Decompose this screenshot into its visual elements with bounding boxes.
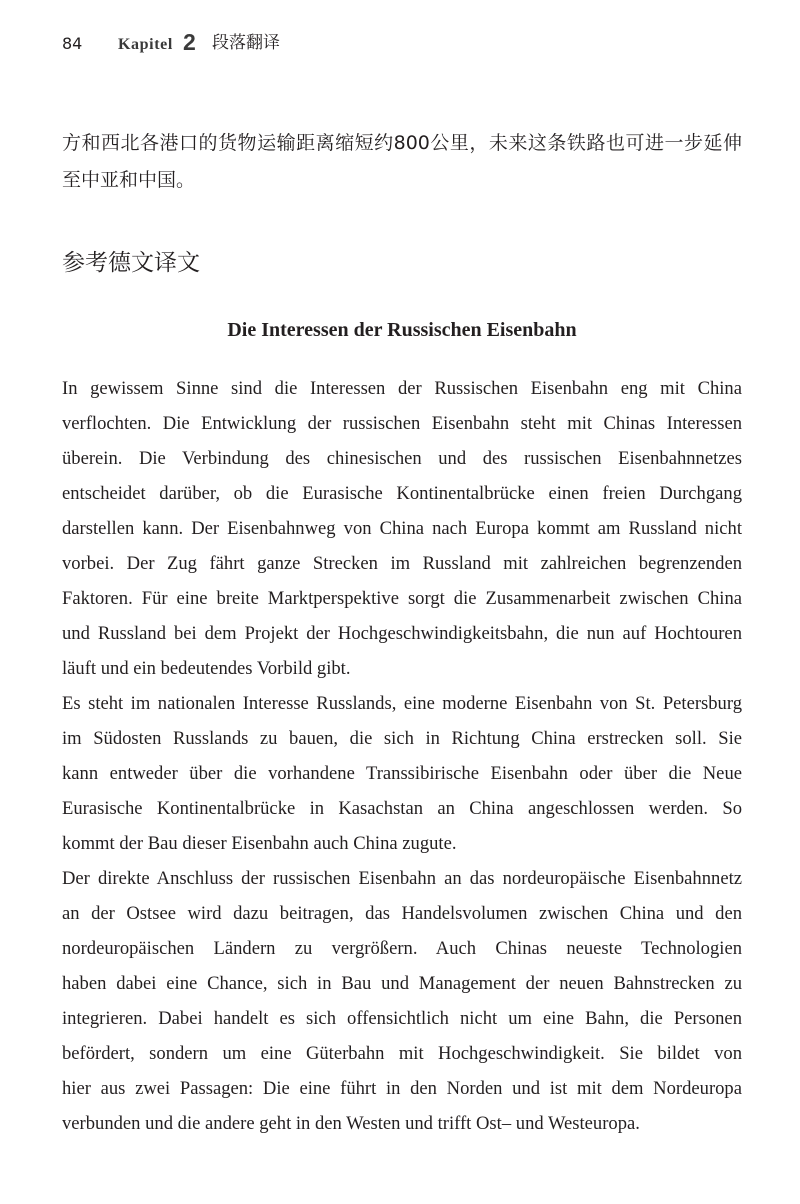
text-line: darstellen kann. Der Eisenbahnweg von China nach Europa kommt am Russland nicht (62, 518, 742, 539)
text-line: Eurasische Kontinentalbrücke in Kasachstan an China angeschlossen werden. So (62, 798, 742, 819)
text-line: überein. Die Verbindung des chinesischen und des russischen Eisenbahnnetzes (62, 448, 742, 469)
text-line: integrieren. Dabei handelt es sich offensichtlich nicht um eine Bahn, die Personen (62, 1008, 742, 1029)
article-paragraph (62, 371, 742, 686)
text-line: Der direkte Anschluss der russischen Eisenbahn an das nordeuropäische Eisenbahnnetz (62, 868, 742, 889)
text-line: haben dabei eine Chance, sich in Bau und Management der neuen Bahnstrecken zu (62, 973, 742, 994)
chapter-number: 2 (183, 29, 196, 55)
article-paragraph (62, 861, 742, 1141)
text-line: befördert, sondern um eine Güterbahn mit Hochgeschwindigkeit. Sie bildet von (62, 1043, 742, 1064)
text-line: Es steht im nationalen Interesse Russlands, eine moderne Eisenbahn von St. Petersburg (62, 693, 742, 714)
article-body (62, 371, 742, 1141)
text-line: an der Ostsee wird dazu beitragen, das Handelsvolumen zwischen China und den (62, 903, 742, 924)
chapter-label: Kapitel (118, 36, 173, 53)
article-paragraph (62, 686, 742, 861)
running-header (0, 30, 800, 58)
text-line: hier aus zwei Passagen: Die eine führt in den Norden und ist mit dem Nordeuropa (62, 1078, 742, 1099)
text-line: 至中亚和中国。 (62, 169, 196, 191)
text-line: kommt der Bau dieser Eisenbahn auch China zugute. (62, 833, 457, 854)
text-line: 方和西北各港口的货物运输距离缩短约800公里，未来这条铁路也可进一步延伸 (62, 132, 742, 154)
article-title: Die Interessen der Russischen Eisenbahn (227, 319, 577, 341)
text-line: läuft und ein bedeutendes Vorbild gibt. (62, 658, 351, 679)
chapter-title: 段落翻译 (212, 33, 280, 53)
text-line: vorbei. Der Zug fährt ganze Strecken im Russland mit zahlreichen begrenzenden (62, 553, 742, 574)
text-line: und Russland bei dem Projekt der Hochgeschwindigkeitsbahn, die nun auf Hochtouren (62, 623, 742, 644)
page-number: 84 (62, 34, 83, 53)
text-line: Faktoren. Für eine breite Marktperspektive sorgt die Zusammenarbeit zwischen China (62, 588, 742, 609)
text-line: kann entweder über die vorhandene Transsibirische Eisenbahn oder über die Neue (62, 763, 742, 784)
text-line: verflochten. Die Entwicklung der russischen Eisenbahn steht mit Chinas Interessen (62, 413, 742, 434)
text-line: nordeuropäischen Ländern zu vergrößern. Auch Chinas neueste Technologien (62, 938, 742, 959)
text-line: im Südosten Russlands zu bauen, die sich in Richtung China erstrecken soll. Sie (62, 728, 742, 749)
text-line: In gewissem Sinne sind die Interessen der Russischen Eisenbahn eng mit China (62, 378, 742, 399)
text-line: entscheidet darüber, ob die Eurasische Kontinentalbrücke einen freien Durchgang (62, 483, 742, 504)
intro-paragraph (62, 125, 742, 199)
text-line: verbunden und die andere geht in den Westen und trifft Ost– und Westeuropa. (62, 1113, 640, 1134)
section-heading: 参考德文译文 (62, 250, 200, 276)
